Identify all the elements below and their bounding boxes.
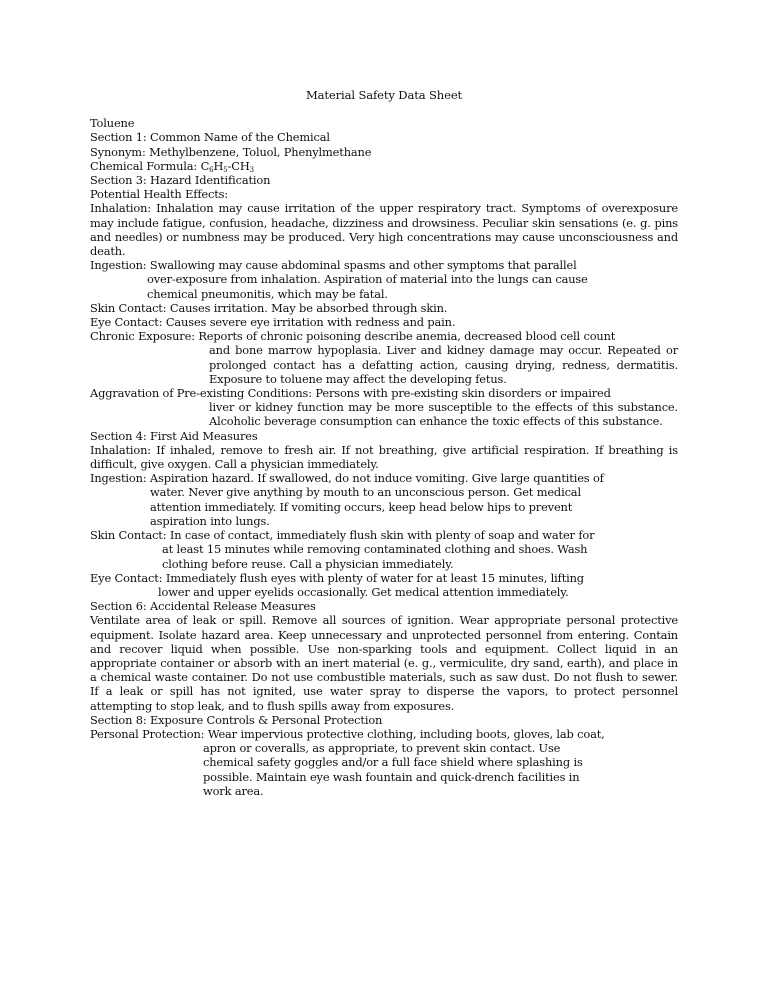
formula-sub-2: 5	[223, 165, 228, 174]
section-1-heading: Section 1: Common Name of the Chemical	[90, 130, 330, 145]
potential-effects-heading: Potential Health Effects:	[90, 187, 229, 202]
chronic-rest: and bone marrow hypoplasia. Liver and kidney damage may occur. Repeated or prolonged contact has a defatting action, causing drying, redness, dermatitis. Exposure to toluene may affect the developing fetus.	[209, 343, 678, 386]
formula-sub-3: 3	[249, 165, 254, 174]
ingestion-first-line: Ingestion: Swallowing may cause abdominal spasms and other symptoms that parallel	[90, 258, 577, 273]
protection-line: work area.	[203, 783, 264, 798]
chronic-first-line: Chronic Exposure: Reports of chronic poisoning describe anemia, decreased blood cell count	[90, 329, 616, 344]
skin-contact-line: Skin Contact: Causes irritation. May be absorbed through skin.	[90, 300, 448, 315]
first-aid-inhalation: Inhalation: If inhaled, remove to fresh air. If not breathing, give artificial respiration. If breathing is difficult, give oxygen. Call a physician immediately.	[90, 442, 678, 472]
synonym-line: Synonym: Methylbenzene, Toluol, Phenylmethane	[90, 144, 372, 159]
section-6-heading: Section 6: Accidental Release Measures	[90, 599, 316, 614]
chemical-name: Toluene	[90, 116, 135, 131]
ingestion-line: over-exposure from inhalation. Aspiration of material into the lungs can cause	[147, 272, 588, 287]
chemical-formula	[90, 159, 678, 173]
protection-line: chemical safety goggles and/or a full face shield where splashing is	[203, 755, 583, 770]
section-8-heading: Section 8: Exposure Controls & Personal Protection	[90, 712, 383, 727]
protection-line: apron or coveralls, as appropriate, to prevent skin contact. Use	[203, 741, 561, 756]
release-paragraph: Ventilate area of leak or spill. Remove all sources of ignition. Wear appropriate personal protective equipment. Isolate hazard area. Keep unnecessary and unprotected personnel from entering. Contain and recover liquid when possible. Use non-sparking tools and equipment. Collect liquid in an appropriate container or absorb with an inert material (e. g., vermiculite, dry sand, earth), and place in a chemical waste container. Do not use combustible materials, such as saw dust. Do not flush to sewer. If a leak or spill has not ignited, use water spray to disperse the vapors, to protect personnel attempting to stop leak, and to flush spills away from exposures.	[90, 613, 678, 713]
document-title: Material Safety Data Sheet	[305, 88, 463, 102]
first-aid-skin-line: clothing before reuse. Call a physician immediately.	[162, 556, 454, 571]
formula-sub-1: 6	[209, 165, 214, 174]
aggravation-first-line: Aggravation of Pre-existing Conditions: Persons with pre-existing skin disorders or impaired	[90, 386, 611, 401]
protection-line: possible. Maintain eye wash fountain and quick-drench facilities in	[203, 769, 580, 784]
document-page	[90, 88, 678, 798]
formula-mid-1: H	[213, 158, 224, 173]
first-aid-ingestion-line: aspiration into lungs.	[150, 513, 270, 528]
first-aid-skin-first: Skin Contact: In case of contact, immediately flush skin with plenty of soap and water for	[90, 528, 595, 543]
section-4-heading: Section 4: First Aid Measures	[90, 428, 258, 443]
eye-contact-line: Eye Contact: Causes severe eye irritation with redness and pain.	[90, 315, 456, 330]
first-aid-skin-line: at least 15 minutes while removing contaminated clothing and shoes. Wash	[162, 542, 588, 557]
first-aid-ingestion-first: Ingestion: Aspiration hazard. If swallowed, do not induce vomiting. Give large quantities of	[90, 471, 604, 486]
first-aid-ingestion-line: attention immediately. If vomiting occurs, keep head below hips to prevent	[150, 499, 573, 514]
first-aid-ingestion-line: water. Never give anything by mouth to an unconscious person. Get medical	[150, 485, 581, 500]
section-3-heading: Section 3: Hazard Identification	[90, 173, 271, 188]
ingestion-line: chemical pneumonitis, which may be fatal.	[147, 286, 388, 301]
formula-label: Chemical Formula: C	[90, 158, 210, 173]
formula-mid-2: -CH	[227, 158, 250, 173]
first-aid-eye-first: Eye Contact: Immediately flush eyes with plenty of water for at least 15 minutes, lifting	[90, 570, 584, 585]
aggravation-rest: liver or kidney function may be more susceptible to the effects of this substance. Alcoholic beverage consumption can enhance the toxic effects of this substance.	[209, 400, 678, 429]
inhalation-paragraph: Inhalation: Inhalation may cause irritation of the upper respiratory tract. Symptoms of overexposure may include fatigue, confusion, headache, dizziness and drowsiness. Peculiar skin sensations (e. g. pins and needles) or numbness may be produced. Very high concentrations may cause unconsciousness and death.	[90, 201, 678, 259]
protection-first-line: Personal Protection: Wear impervious protective clothing, including boots, gloves, lab coat,	[90, 726, 605, 741]
first-aid-eye-line: lower and upper eyelids occasionally. Get medical attention immediately.	[158, 584, 569, 599]
